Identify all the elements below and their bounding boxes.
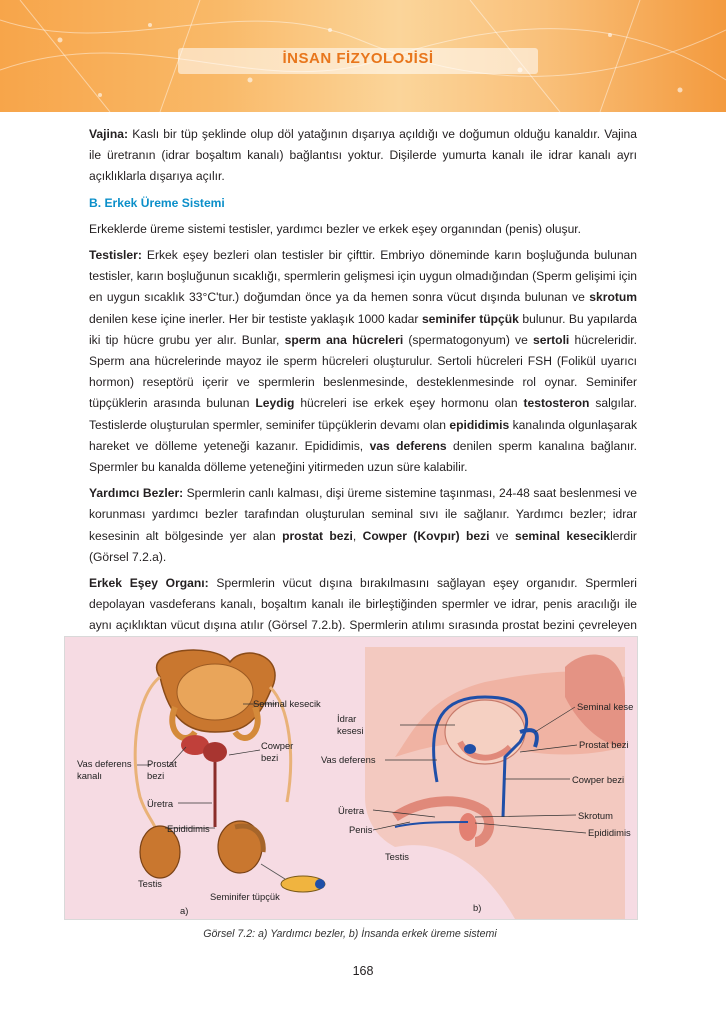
chapter-title: İNSAN FİZYOLOJİSİ	[282, 50, 434, 67]
label-cowper-bezi: bezi	[261, 752, 279, 763]
label-seminifer-tupcuk: Seminifer tüpçük	[210, 891, 280, 902]
body-text	[89, 124, 637, 684]
text-span: hücreleri ise erkek eşey hormonu olan	[294, 396, 524, 411]
term-erkek-esey-organi: Erkek Eşey Organı:	[89, 576, 209, 591]
page-number: 168	[352, 964, 374, 978]
text-span: salgılar. Testislerde oluşturulan spermler, seminifer tüpçüklerin devamı olan	[89, 396, 637, 432]
bold-term: Leydig	[255, 396, 295, 411]
bold-term: skrotum	[589, 290, 637, 305]
text-span: Spermlerin vücut dışına bırakılmasını sağlayan eşey organıdır. Spermleri depolayan vasdeferans kanalı, boşaltım kanalı ile birleştiğinden spermler ve idrar, penis aracılığı ile aynı açıklıktan vücut dışına atılır (Görsel 7.2.b). Spermlerin atılımı sırasında prostat bezini çevreleyen	[89, 576, 637, 633]
page-header	[0, 0, 726, 112]
label-vas-deferens: Vas deferens	[77, 758, 132, 769]
section-title: B. Erkek Üreme Sistemi	[89, 195, 225, 210]
label-seminal-kese: Seminal kese	[577, 701, 634, 712]
bold-term: seminal kesecik	[514, 528, 611, 543]
term-yardimci-bezler: Yardımcı Bezler:	[89, 486, 184, 501]
bold-term: epididimis	[449, 417, 510, 432]
anatomy-illustration	[65, 637, 637, 919]
paragraph-vajina	[89, 124, 637, 188]
paragraph-intro: Erkeklerde üreme sistemi testisler, yardımcı bezler ve erkek eşey organından (penis) oluşur.	[89, 221, 582, 236]
paragraph-testisler	[89, 245, 637, 478]
label-idrar-kesesi: kesesi	[337, 725, 364, 736]
figure-7-2	[64, 636, 638, 920]
text-span: Spermlerin canlı kalması, dişi üreme sistemine taşınması, 24-48 saat beslenmesi ve korunması yardımcı bezler tarafından oluşturulan seminal sıvı ile sağlanır. Yardımcı bezler; idrar kesesinin alt bölgesinde yer alan	[89, 486, 637, 543]
label-prostat-bezi-b: Prostat bezi	[579, 739, 629, 750]
label-epididimis-b: Epididimis	[588, 827, 631, 838]
panel-a-label: a)	[180, 905, 189, 916]
paragraph-yardimci-bezler	[89, 483, 637, 568]
panel-b-label: b)	[473, 902, 482, 913]
label-vas-deferens-b: Vas deferens	[321, 754, 376, 765]
term-vajina: Vajina:	[89, 127, 128, 141]
bold-term: seminifer tüpçük	[421, 311, 519, 326]
bold-term: vas deferens	[369, 438, 447, 453]
label-uretra-b: Üretra	[338, 805, 365, 816]
label-seminal-kesecik: Seminal kesecik	[253, 698, 321, 709]
label-skrotum: Skrotum	[578, 810, 613, 821]
text-span: denilen sperm kanalına bağlanır. Spermler bu kanalda dölleme yeteneğini yitirmeden uzun süre kalabilir.	[89, 438, 637, 475]
paragraph-text: Kaslı bir tüp şeklinde olup döl yatağının dışarıya açıldığı ve doğumun olduğu kanaldır. Vajina ile üretranın (idrar boşaltım kanalı) bağlantısı yoktur. Dişilerde yumurta kanalı ile idrar kanalı ayrı açıklıklarla dışarıya açılır.	[89, 127, 637, 184]
label-epididimis: Epididimis	[167, 823, 210, 834]
term-testisler: Testisler:	[89, 248, 142, 263]
label-testis: Testis	[138, 878, 162, 889]
bold-term: sertoli	[533, 332, 570, 347]
label-vas-deferens-kanali: kanalı	[77, 770, 103, 781]
label-uretra: Üretra	[147, 798, 174, 809]
text-span: (spermatogonyum) ve	[403, 332, 533, 347]
label-penis: Penis	[349, 824, 373, 835]
text-span: bulunur. Bu yapılarda iki tip hücre grubu yer alır. Bunlar,	[89, 311, 637, 347]
label-cowper-bezi-b: Cowper bezi	[572, 774, 625, 785]
label-prostat-bezi: bezi	[147, 770, 165, 781]
label-cowper: Cowper	[261, 740, 294, 751]
text-span: lerdir (Görsel 7.2.a).	[89, 528, 637, 564]
text-span: denilen kese içine inerler. Her bir testiste yaklaşık 1000 kadar	[89, 311, 422, 326]
bold-term: Cowper (Kovpır) bezi	[362, 528, 490, 543]
bold-term: prostat bezi	[282, 528, 353, 543]
text-span: ve	[489, 528, 515, 543]
text-span: kanalında olgunlaşarak hareket ve dölleme yeteneği kazanır. Epididimis,	[89, 417, 637, 453]
text-span: ,	[352, 528, 363, 543]
label-prostat: Prostat	[147, 758, 177, 769]
text-span: Erkek eşey bezleri olan testisler bir çifttir. Embriyo döneminde karın boşluğunda bulunan testisler, karın boşluğunun sıcaklığı, spermlerin gelişmesi için uygun olmadığından (Sperm gelişimi için en uygun sıcaklık 33°C'tur.) doğumdan önce ya da hemen sonra vücut dışında bulunan ve	[89, 248, 637, 305]
bold-term: sperm ana hücreleri	[284, 332, 404, 347]
text-span: hücreleridir. Sperm ana hücrelerinde mayoz ile sperm hücreleri oluşturulur. Sertoli hücreleri FSH (Folikül uyarıcı hormon) reseptörü içerir ve spermlerin beslenmesinde, desteklenmesinde rol oynar. Seminifer tüpçüklerin arasında bulunan	[89, 332, 637, 411]
label-testis-b: Testis	[385, 851, 409, 862]
bold-term: testosteron	[523, 396, 590, 411]
figure-caption: Görsel 7.2: a) Yardımcı bezler, b) İnsanda erkek üreme sistemi	[203, 928, 497, 940]
label-idrar: İdrar	[337, 713, 357, 724]
